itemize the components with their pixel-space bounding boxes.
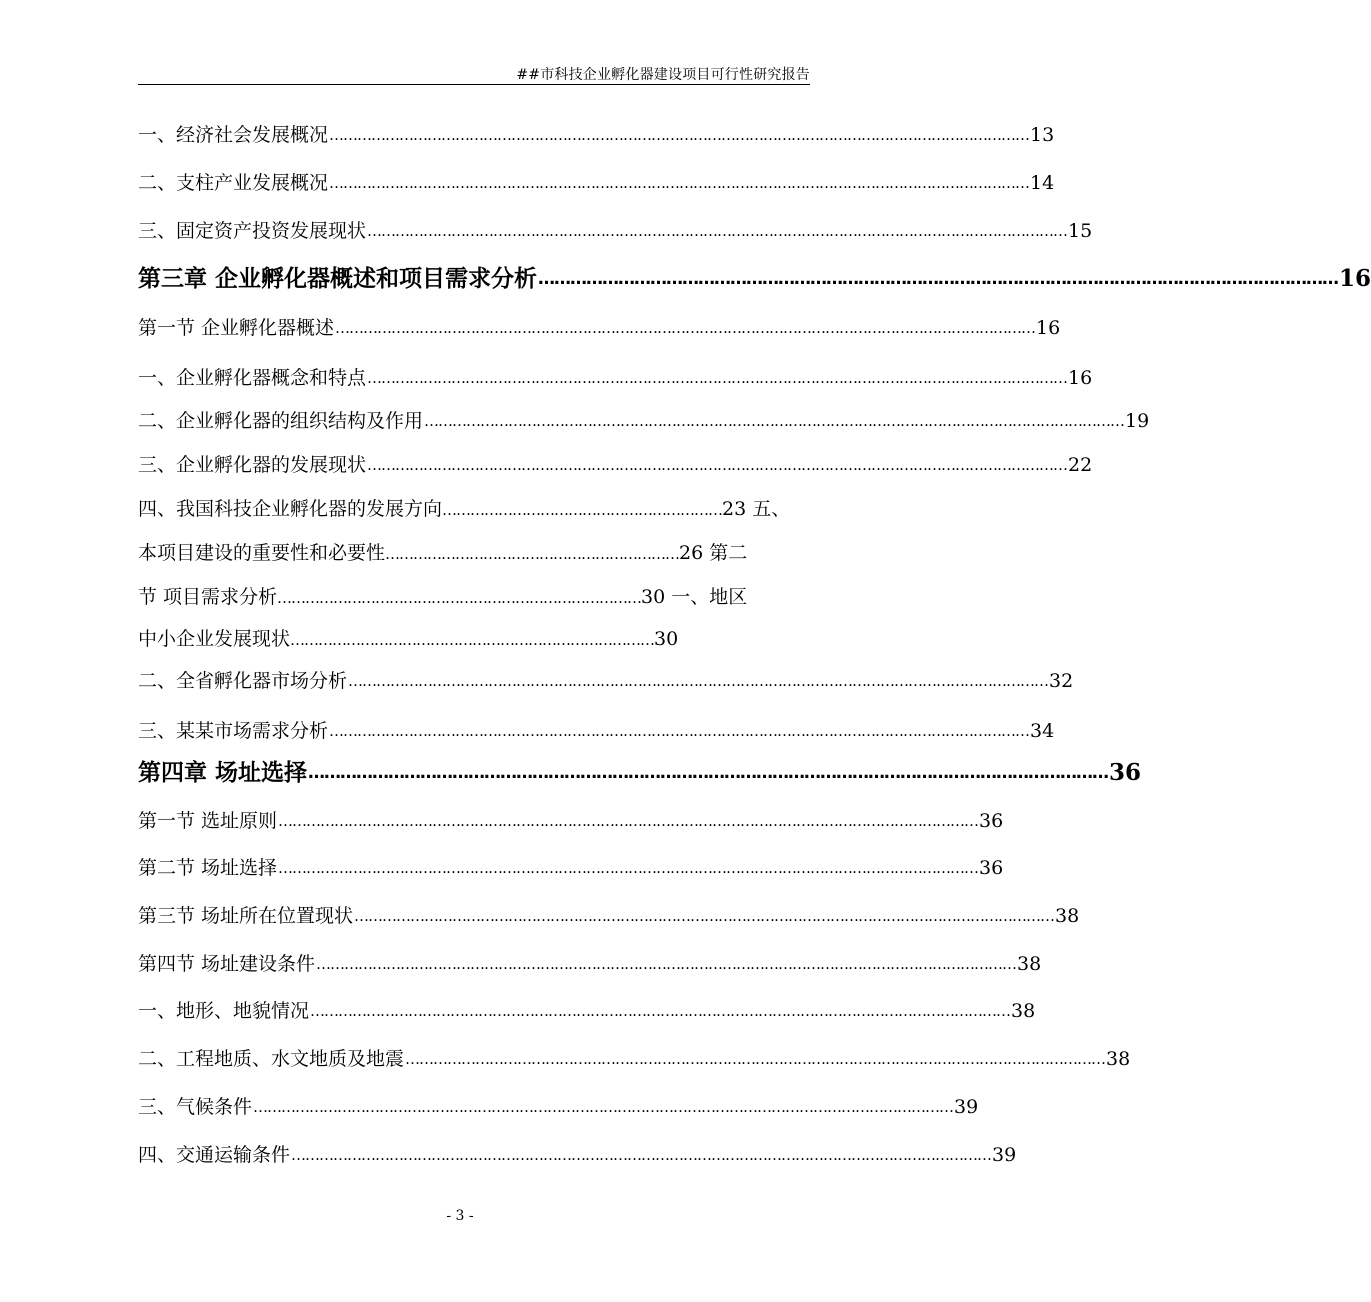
dot-leader: …………………………………………………………………………………………………………………………………… <box>278 859 979 877</box>
dot-leader: …………………………………………………………………………………………………………………………………… <box>329 126 1030 144</box>
toc-entry-title: 三、企业孵化器的发展现状 <box>138 454 367 476</box>
toc-entry-title: 二、支柱产业发展概况 <box>138 172 329 194</box>
toc-entry-page: 32 <box>1049 670 1074 692</box>
toc-chapter-title: 第三章 企业孵化器概述和项目需求分析 <box>138 265 538 292</box>
toc-entry-title: 一、企业孵化器概念和特点 <box>138 367 367 389</box>
toc-entry[interactable] <box>138 1044 1131 1074</box>
toc-entry[interactable] <box>138 806 1004 836</box>
dot-leader: …………………………………………………………………………………………………………………………………… <box>329 174 1030 192</box>
dot-leader: …………………………………………………………………………………………………………………………………… <box>367 369 1068 387</box>
toc-wrapped-line[interactable] <box>138 624 818 655</box>
dot-leader: ……………………………………………………… <box>385 545 680 563</box>
dot-leader: …………………………………………………………………………………………………………………………………… <box>253 1098 954 1116</box>
toc-chapter-title: 第四章 场址选择 <box>138 759 308 786</box>
toc-entry-title: 三、气候条件 <box>138 1096 253 1118</box>
toc-entry[interactable] <box>138 313 1061 343</box>
toc-entry-title: 一、地形、地貌情况 <box>138 1000 310 1022</box>
toc-wrapped-text: 26 第二 <box>679 542 748 564</box>
toc-wrapped-text: 中小企业发展现状 <box>138 628 291 650</box>
toc-entry-title: 三、某某市场需求分析 <box>138 720 329 742</box>
toc-entry-page: 19 <box>1125 410 1150 432</box>
dot-leader: …………………………………………………………………………………………………………………………………… <box>348 672 1049 690</box>
toc-entry[interactable] <box>138 853 1004 883</box>
toc-entry-title: 二、全省孵化器市场分析 <box>138 670 348 692</box>
toc-entry-page: 16 <box>1068 367 1093 389</box>
toc-entry-page: 39 <box>992 1144 1017 1166</box>
toc-wrapped-text: 30 <box>654 628 679 650</box>
toc-entry-title: 第四节 场址建设条件 <box>138 953 316 975</box>
dot-leader: …………………………………………………………………………………………………………………………………… <box>329 722 1030 740</box>
toc-entry-title: 第一节 选址原则 <box>138 810 278 832</box>
toc-entry-page: 14 <box>1030 172 1055 194</box>
toc-entry-page: 34 <box>1030 720 1055 742</box>
dot-leader: …………………………………………………………………………………………………………………………………… <box>310 1002 1011 1020</box>
dot-leader: …………………………………………………………………………………………………………………………………… <box>367 222 1068 240</box>
dot-leader: …………………………………………………………………………………………………………………………………… <box>335 319 1036 337</box>
toc-entry-page: 36 <box>979 857 1004 879</box>
toc-entry-title: 四、交通运输条件 <box>138 1144 291 1166</box>
toc-wrapped-text: 30 一、地区 <box>641 586 748 608</box>
toc-entry[interactable] <box>138 1140 1017 1170</box>
toc-entry-page: 22 <box>1068 454 1093 476</box>
toc-chapter-page: 36 <box>1109 759 1142 786</box>
toc-chapter[interactable] <box>138 262 1371 296</box>
toc-chapter[interactable] <box>138 756 1142 790</box>
toc-entry-title: 第二节 场址选择 <box>138 857 278 879</box>
toc-entry-title: 一、经济社会发展概况 <box>138 124 329 146</box>
toc-entry-page: 38 <box>1055 905 1080 927</box>
toc-entry[interactable] <box>138 949 1042 979</box>
toc-entry-page: 13 <box>1030 124 1055 146</box>
toc-entry[interactable] <box>138 901 1080 931</box>
toc-entry-page: 15 <box>1068 220 1093 242</box>
toc-entry[interactable] <box>138 666 1074 696</box>
dot-leader: …………………………………………………… <box>442 501 723 519</box>
toc-wrapped-line[interactable] <box>138 538 818 569</box>
dot-leader: …………………………………………………………………… <box>277 589 642 607</box>
dot-leader: …………………………………………………………………… <box>290 631 655 649</box>
toc-entry[interactable] <box>138 406 1150 436</box>
document-title: ##市科技企业孵化器建设项目可行性研究报告 <box>516 67 810 83</box>
toc-entry-page: 16 <box>1036 317 1061 339</box>
dot-leader: …………………………………………………………………………………………………………………………………… <box>291 1146 992 1164</box>
toc-entry-title: 二、企业孵化器的组织结构及作用 <box>138 410 424 432</box>
toc-entry-title: 第一节 企业孵化器概述 <box>138 317 335 339</box>
toc-wrapped-line[interactable] <box>138 582 818 613</box>
toc-chapter-page: 16 <box>1339 265 1371 292</box>
dot-leader: …………………………………………………………………………………………………………………………………… <box>308 763 1109 783</box>
toc-entry-page: 36 <box>979 810 1004 832</box>
toc-entry-page: 38 <box>1106 1048 1131 1070</box>
dot-leader: …………………………………………………………………………………………………………………………………… <box>405 1050 1106 1068</box>
dot-leader: …………………………………………………………………………………………………………………………………… <box>424 412 1125 430</box>
toc-entry[interactable] <box>138 216 1093 246</box>
toc-entry[interactable] <box>138 120 1055 150</box>
toc-wrapped-text: 23 五、 <box>722 498 791 520</box>
toc-entry-page: 38 <box>1017 953 1042 975</box>
toc-entry[interactable] <box>138 1092 979 1122</box>
dot-leader: …………………………………………………………………………………………………………………………………… <box>278 812 979 830</box>
dot-leader: …………………………………………………………………………………………………………………………………… <box>367 456 1068 474</box>
toc-wrapped-text: 四、我国科技企业孵化器的发展方向 <box>138 498 443 520</box>
toc-wrapped-line[interactable] <box>138 494 818 525</box>
toc-entry-title: 第三节 场址所在位置现状 <box>138 905 354 927</box>
toc-entry-title: 二、工程地质、水文地质及地震 <box>138 1048 405 1070</box>
toc-wrapped-text: 本项目建设的重要性和必要性 <box>138 542 386 564</box>
toc-entry-page: 39 <box>954 1096 979 1118</box>
toc-entry-title: 三、固定资产投资发展现状 <box>138 220 367 242</box>
toc-entry[interactable] <box>138 168 1055 198</box>
page-number: - 3 - <box>446 1208 474 1224</box>
toc-wrapped-text: 节 项目需求分析 <box>138 586 278 608</box>
dot-leader: …………………………………………………………………………………………………………………………………… <box>538 269 1339 289</box>
dot-leader: …………………………………………………………………………………………………………………………………… <box>316 955 1017 973</box>
running-header <box>138 62 810 85</box>
toc-entry[interactable] <box>138 716 1055 746</box>
toc-entry[interactable] <box>138 450 1093 480</box>
dot-leader: …………………………………………………………………………………………………………………………………… <box>354 907 1055 925</box>
toc-entry[interactable] <box>138 363 1093 393</box>
toc-entry[interactable] <box>138 996 1036 1026</box>
toc-entry-page: 38 <box>1011 1000 1036 1022</box>
